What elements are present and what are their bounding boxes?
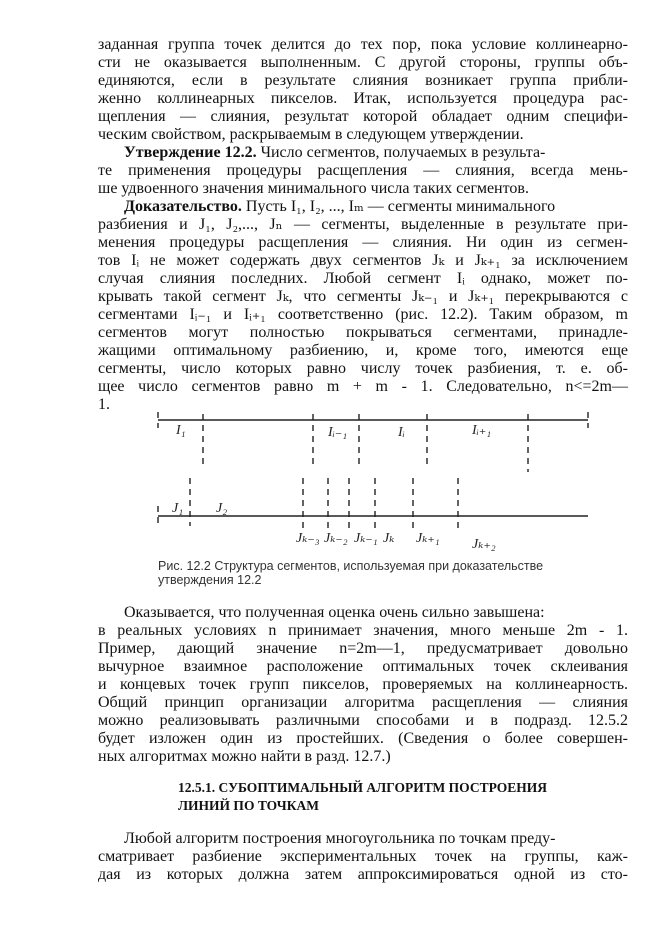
label-J2: J₂ bbox=[216, 501, 228, 516]
text-line: Пример, дающий значение n=2m—1, предусматривает довольно bbox=[98, 640, 628, 657]
text-line: и концевых точек групп пикселов, проверяемых на коллинеарность. bbox=[98, 676, 628, 693]
text-line: Оказывается, что полученная оценка очень сильно завышена: bbox=[124, 604, 545, 621]
text-line: Любой алгоритм построения многоугольника по точкам преду- bbox=[124, 830, 556, 847]
label-Jk+2: Jₖ₊₂ bbox=[472, 537, 496, 552]
label-Jk-1: Jₖ₋₁ bbox=[354, 531, 378, 546]
figure-12-2 bbox=[0, 408, 650, 568]
text-line: ческим свойством, раскрываемым в следующем утверждении. bbox=[98, 126, 524, 143]
text-line: будет изложен один из простейших. (Сведения о более совершен- bbox=[98, 730, 628, 747]
text-line: женно коллинеарных пикселов. Итак, используется процедура рас- bbox=[98, 90, 628, 107]
label-Ii: Iᵢ bbox=[398, 425, 405, 440]
text-line: щее число сегментов равно m + m - 1. Следовательно, n<=2m— bbox=[98, 378, 628, 395]
text-line: крывать такой сегмент Jₖ, что сегменты Jₖ₋₁ и Jₖ₊₁ перекрываются с bbox=[98, 288, 628, 305]
text-line: в реальных условиях n принимает значения, много меньше 2m - 1. bbox=[98, 622, 628, 639]
text-line: сегментами Iᵢ₋₁ и Iᵢ₊₁ соответственно (рис. 12.2). Таким образом, m bbox=[98, 306, 628, 323]
text-line: сматривает разбиение экспериментальных точек на группы, каж- bbox=[98, 848, 628, 865]
text-line: жащими оптимальному разбиению, и, кроме того, имеются еще bbox=[98, 342, 628, 359]
text-line: тов Iᵢ не может содержать двух сегментов Jₖ и Jₖ₊₁ за исключением bbox=[98, 252, 628, 269]
statement-line-1 bbox=[124, 144, 628, 161]
text-line: 1. bbox=[98, 396, 110, 413]
text-line: вычурное взаимное расположение оптимальных точек склеивания bbox=[98, 658, 628, 675]
label-Ii+1: Iᵢ₊₁ bbox=[472, 423, 492, 438]
text-line: менения процедуры расщепления — слияния. Ни один из сегмен- bbox=[98, 234, 628, 251]
label-I1: I₁ bbox=[176, 423, 186, 438]
figure-caption-line-1: Рис. 12.2 Структура сегментов, используемая при доказательстве bbox=[158, 559, 544, 573]
label-Ii-1: Iᵢ₋₁ bbox=[328, 425, 348, 440]
statement-label: Утверждение 12.2. bbox=[124, 144, 257, 161]
statement-text: Число сегментов, получаемых в результа- bbox=[256, 144, 546, 161]
text-line: ных алгоритмах можно найти в разд. 12.7.) bbox=[98, 748, 391, 765]
figure-caption-line-2: утверждения 12.2 bbox=[158, 573, 262, 587]
label-J1: J₁ bbox=[172, 501, 184, 516]
label-Jk-3: Jₖ₋₃ bbox=[296, 531, 320, 546]
text-line: щепления — слияния, результат которой обладает одним специфи- bbox=[98, 108, 628, 125]
text-line: те применения процедуры расщепления — слияния, всегда мень- bbox=[98, 162, 628, 179]
text-line: ше удвоенного значения минимального числа таких сегментов. bbox=[98, 180, 529, 197]
proof-label: Доказательство. bbox=[124, 198, 242, 215]
text-line: случая слияния последних. Любой сегмент Iᵢ однако, может по- bbox=[98, 270, 628, 287]
text-line: сти не оказывается выполненным. С другой стороны, группы объ- bbox=[98, 54, 628, 71]
text-line: дая из которых должна затем аппроксимироваться одной из сто- bbox=[98, 866, 628, 883]
label-Jk-2: Jₖ₋₂ bbox=[324, 531, 348, 546]
proof-text: Пусть I₁, I₂, ..., Iₘ — сегменты минимального bbox=[241, 198, 556, 215]
proof-line-1 bbox=[124, 198, 628, 215]
text-line: разбиения и J₁, J₂,..., Jₙ — сегменты, выделенные в результате при- bbox=[98, 216, 628, 233]
text-line: сегменты, число которых равно числу точек разбиения, т. е. об- bbox=[98, 360, 628, 377]
section-heading-line-1: 12.5.1. СУБОПТИМАЛЬНЫЙ АЛГОРИТМ ПОСТРОЕНИЯ bbox=[178, 780, 548, 795]
label-Jk+1: Jₖ₊₁ bbox=[416, 531, 440, 546]
label-Jk: Jₖ bbox=[383, 531, 395, 546]
text-line: можно реализовывать различными способами и в подразд. 12.5.2 bbox=[98, 712, 628, 729]
text-line: единяются, если в результате слияния возникает группа прибли- bbox=[98, 72, 628, 89]
text-line: заданная группа точек делится до тех пор, пока условие коллинеарно- bbox=[98, 36, 628, 53]
section-heading-line-2: ЛИНИЙ ПО ТОЧКАМ bbox=[178, 798, 319, 813]
text-line: сегментов могут полностью покрываться сегментами, принадле- bbox=[98, 324, 628, 341]
text-line: Общий принцип организации алгоритма расщепления — слияния bbox=[98, 694, 628, 711]
